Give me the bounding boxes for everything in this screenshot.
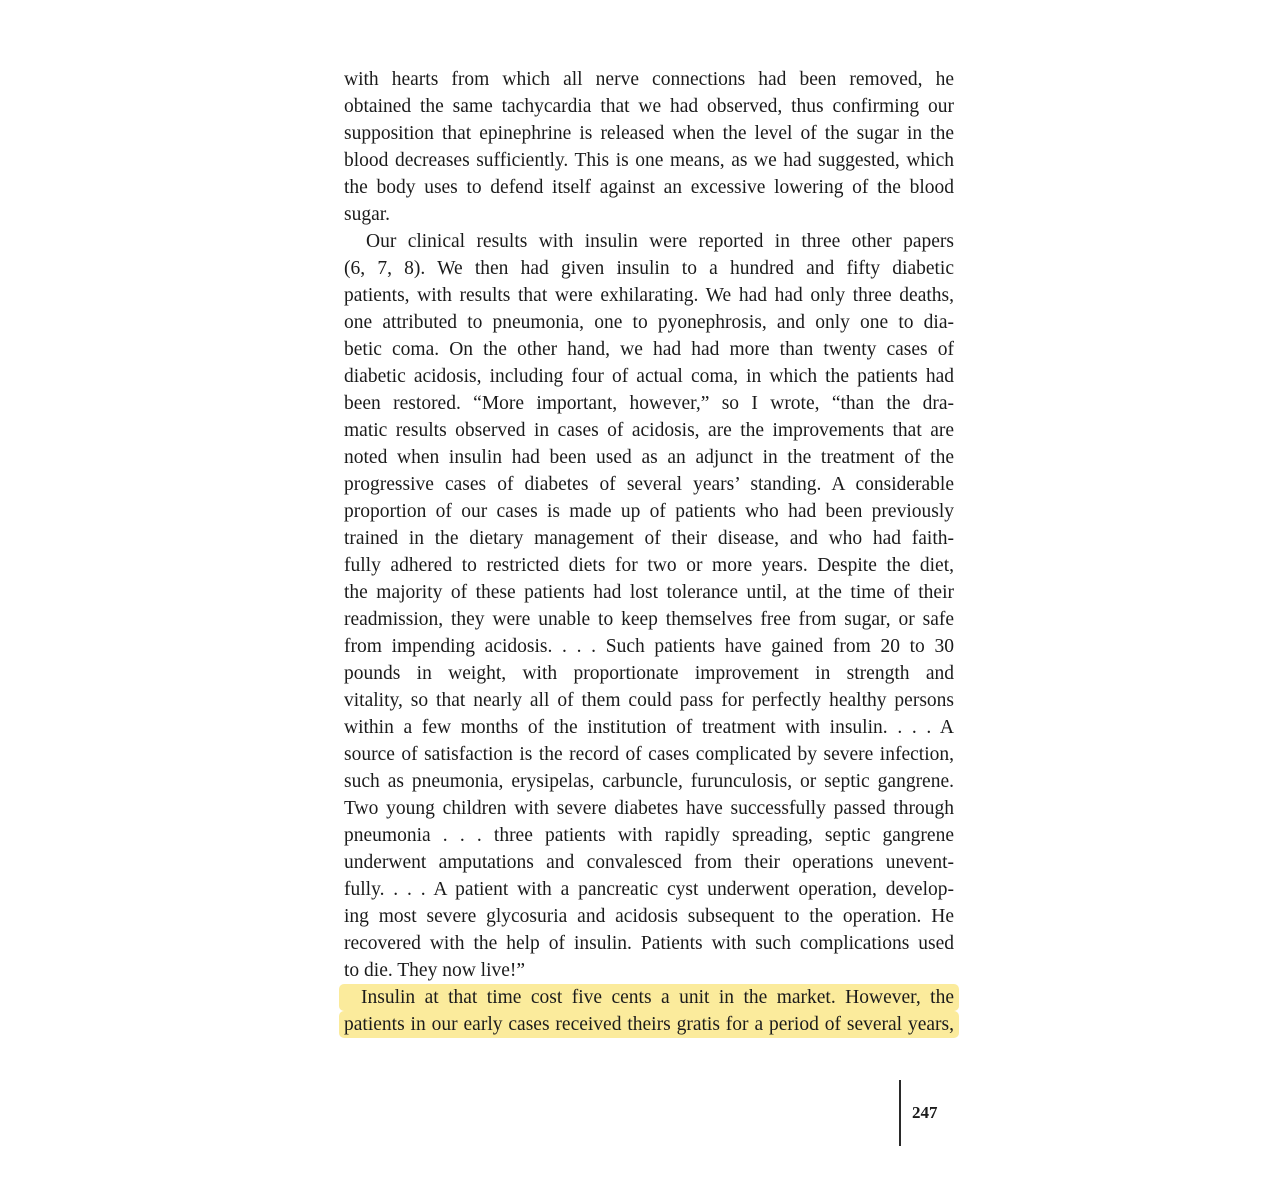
text-line: fully adhered to restricted diets for two or more years. Despite the diet, (344, 555, 954, 576)
text-line: the body uses to defend itself against an excessive lowering of the blood (344, 177, 954, 198)
text-line: obtained the same tachycardia that we had observed, thus confirming our (344, 96, 954, 117)
text-line: source of satisfaction is the record of cases complicated by severe infection, (344, 744, 954, 765)
text-line: noted when insulin had been used as an adjunct in the treatment of the (344, 447, 954, 468)
text-line: diabetic acidosis, including four of actual coma, in which the patients had (344, 366, 954, 387)
text-line: within a few months of the institution of treatment with insulin. . . . A (344, 717, 954, 738)
body-text (344, 66, 954, 1038)
text-line: patients, with results that were exhilarating. We had had only three deaths, (344, 285, 954, 306)
text-line: blood decreases sufficiently. This is one means, as we had suggested, which (344, 150, 954, 171)
page-number-rule (899, 1080, 901, 1146)
text-line: betic coma. On the other hand, we had had more than twenty cases of (344, 339, 954, 360)
text-line: to die. They now live!” (344, 960, 526, 981)
text-line: readmission, they were unable to keep themselves free from sugar, or safe (344, 609, 954, 630)
text-line: been restored. “More important, however,” so I wrote, “than the dra- (344, 393, 954, 414)
text-line: such as pneumonia, erysipelas, carbuncle, furunculosis, or septic gangrene. (344, 771, 954, 792)
paragraph-start: Our clinical results with insulin were reported in three other papers (366, 231, 954, 252)
highlighted-text-line: Insulin at that time cost five cents a unit in the market. However, the (339, 984, 959, 1011)
text-line: matic results observed in cases of acidosis, are the improvements that are (344, 420, 954, 441)
text-line: recovered with the help of insulin. Patients with such complications used (344, 933, 954, 954)
text-line: (6, 7, 8). We then had given insulin to a hundred and fifty diabetic (344, 258, 954, 279)
text-line: pneumonia . . . three patients with rapidly spreading, septic gangrene (344, 825, 954, 846)
text-line: proportion of our cases is made up of patients who had been previously (344, 501, 954, 522)
text-line: progressive cases of diabetes of several years’ standing. A considerable (344, 474, 954, 495)
text-line: with hearts from which all nerve connections had been removed, he (344, 69, 954, 90)
text-line: the majority of these patients had lost tolerance until, at the time of their (344, 582, 954, 603)
text-line: trained in the dietary management of their disease, and who had faith- (344, 528, 954, 549)
text-line: one attributed to pneumonia, one to pyonephrosis, and only one to dia- (344, 312, 954, 333)
text-line: fully. . . . A patient with a pancreatic cyst underwent operation, develop- (344, 879, 954, 900)
text-line: sugar. (344, 204, 391, 225)
text-line: from impending acidosis. . . . Such patients have gained from 20 to 30 (344, 636, 954, 657)
text-line: underwent amputations and convalesced from their operations unevent- (344, 852, 954, 873)
text-line: Two young children with severe diabetes have successfully passed through (344, 798, 954, 819)
page-number: 247 (912, 1103, 938, 1122)
text-line: ing most severe glycosuria and acidosis subsequent to the operation. He (344, 906, 954, 927)
text-line: pounds in weight, with proportionate improvement in strength and (344, 663, 954, 684)
text-line: vitality, so that nearly all of them could pass for perfectly healthy persons (344, 690, 954, 711)
highlighted-text-line: patients in our early cases received theirs gratis for a period of several years, (339, 1011, 959, 1038)
text-line: supposition that epinephrine is released when the level of the sugar in the (344, 123, 954, 144)
